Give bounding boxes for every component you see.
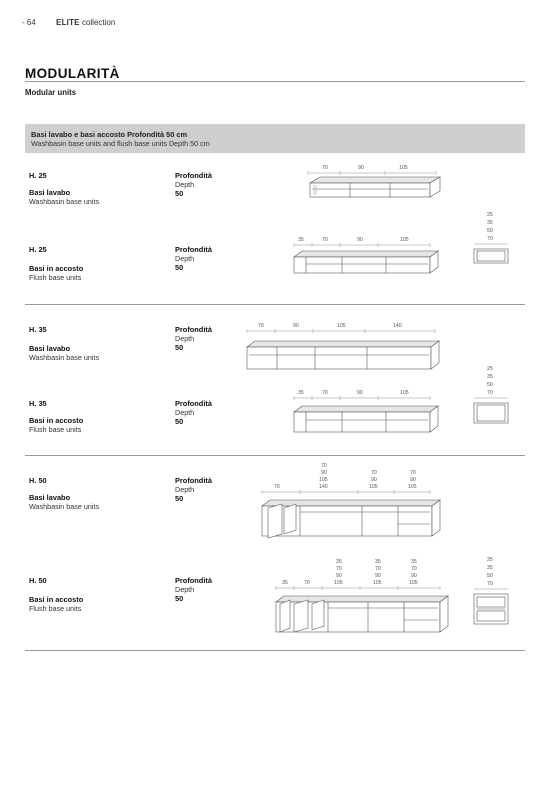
- unit-name-it: Basi in accosto: [29, 595, 84, 604]
- side-size-label: 25: [487, 366, 493, 372]
- depth-info: [175, 576, 212, 603]
- stack-label: 70: [321, 463, 327, 469]
- side-unit-drawing: [472, 557, 512, 630]
- unit-name-en: Washbasin base units: [29, 502, 100, 511]
- depth-value: 50: [175, 494, 184, 503]
- section-divider: [25, 304, 525, 305]
- stack-label: 90: [410, 477, 416, 483]
- stack-label: 70: [336, 566, 342, 572]
- unit-name-en: Flush base units: [29, 273, 82, 282]
- side-size-label: 25: [487, 212, 493, 218]
- depth-label-en: Depth: [175, 408, 195, 417]
- depth-value: 50: [175, 594, 184, 603]
- stack-label: 105: [319, 477, 328, 483]
- row-height: H. 25: [29, 245, 47, 254]
- width-label: 70: [322, 237, 328, 243]
- washbasin-units-drawing: [300, 165, 450, 210]
- section-divider: [25, 650, 525, 651]
- side-size-label: 70: [487, 236, 493, 242]
- side-unit-drawing: [472, 212, 512, 277]
- row-height: H. 35: [29, 325, 47, 334]
- width-label: 90: [357, 390, 363, 396]
- section-band: [25, 124, 525, 153]
- unit-name-it: Basi in accosto: [29, 416, 84, 425]
- side-size-label: 35: [487, 220, 493, 226]
- side-size-label: 25: [487, 557, 493, 563]
- band-title-it: Basi lavabo e basi accosto Profondità 50 cm: [31, 130, 188, 139]
- unit-name-it: Basi in accosto: [29, 264, 84, 273]
- width-label: 35: [282, 580, 288, 586]
- row-height: H. 35: [29, 399, 47, 408]
- stack-label: 105: [409, 580, 418, 586]
- stack-label: 90: [336, 573, 342, 579]
- depth-label-it: Profondità: [175, 576, 212, 585]
- unit-name-en: Flush base units: [29, 425, 82, 434]
- title-divider: [25, 81, 525, 82]
- depth-value: 50: [175, 417, 184, 426]
- depth-value: 50: [175, 189, 184, 198]
- depth-label-en: Depth: [175, 180, 195, 189]
- unit-name-en: Washbasin base units: [29, 353, 100, 362]
- band-title-en: Washbasin base units and flush base units Depth 50 cm: [31, 139, 210, 148]
- stack-label: 90: [371, 477, 377, 483]
- depth-label-it: Profondità: [175, 399, 212, 408]
- page-header: [22, 18, 115, 27]
- unit-name-en: Washbasin base units: [29, 197, 100, 206]
- flush-units-drawing: [290, 390, 450, 440]
- stack-label: 35: [336, 559, 342, 565]
- stack-label: 105: [334, 580, 343, 586]
- stack-label: 140: [319, 484, 328, 490]
- page-number: - 64: [22, 18, 36, 27]
- depth-value: 50: [175, 263, 184, 272]
- side-size-label: 35: [487, 374, 493, 380]
- width-label: 70: [322, 165, 328, 171]
- stack-label: 90: [411, 573, 417, 579]
- depth-info: [175, 245, 212, 272]
- width-label: 105: [400, 237, 409, 243]
- unit-name-en: Flush base units: [29, 604, 82, 613]
- washbasin-units-drawing: [245, 323, 445, 373]
- width-label: 105: [400, 390, 409, 396]
- side-size-label: 70: [487, 390, 493, 396]
- depth-label-en: Depth: [175, 334, 195, 343]
- depth-value: 50: [175, 343, 184, 352]
- stack-label: 105: [369, 484, 378, 490]
- collection-label: collection: [81, 18, 116, 27]
- row-height: H. 50: [29, 576, 47, 585]
- flush-units-drawing: [272, 556, 452, 636]
- stack-label: 35: [411, 559, 417, 565]
- side-unit-drawing: [472, 366, 512, 431]
- row-height: H. 25: [29, 171, 47, 180]
- washbasin-units-drawing: [258, 463, 448, 543]
- width-label: 105: [399, 165, 408, 171]
- width-label: 105: [337, 323, 346, 329]
- side-size-label: 50: [487, 228, 493, 234]
- depth-label-it: Profondità: [175, 325, 212, 334]
- stack-label: 70: [371, 470, 377, 476]
- width-label: 35: [298, 390, 304, 396]
- depth-label-it: Profondità: [175, 171, 212, 180]
- width-label: 70: [304, 580, 310, 586]
- stack-label: 70: [411, 566, 417, 572]
- page-subtitle: Modular units: [25, 88, 77, 97]
- depth-label-en: Depth: [175, 485, 195, 494]
- side-size-label: 70: [487, 581, 493, 587]
- unit-name-it: Basi lavabo: [29, 188, 71, 197]
- unit-name-it: Basi lavabo: [29, 493, 71, 502]
- section-divider: [25, 455, 525, 456]
- stack-label: 105: [408, 484, 417, 490]
- unit-name-it: Basi lavabo: [29, 344, 71, 353]
- depth-info: [175, 325, 212, 352]
- width-label: 70: [322, 390, 328, 396]
- depth-info: [175, 399, 212, 426]
- depth-info: [175, 476, 212, 503]
- row-height: H. 50: [29, 476, 47, 485]
- depth-label-en: Depth: [175, 585, 195, 594]
- flush-units-drawing: [290, 237, 450, 282]
- depth-label-it: Profondità: [175, 245, 212, 254]
- width-label: 70: [258, 323, 264, 329]
- side-size-label: 35: [487, 565, 493, 571]
- width-label: 90: [293, 323, 299, 329]
- width-label: 70: [274, 484, 280, 490]
- width-label: 90: [357, 237, 363, 243]
- page-title: MODULARITÀ: [25, 66, 120, 81]
- stack-label: 90: [375, 573, 381, 579]
- depth-info: [175, 171, 212, 198]
- stack-label: 70: [375, 566, 381, 572]
- side-size-label: 50: [487, 573, 493, 579]
- width-label: 35: [298, 237, 304, 243]
- stack-label: 35: [375, 559, 381, 565]
- side-size-label: 50: [487, 382, 493, 388]
- depth-label-en: Depth: [175, 254, 195, 263]
- stack-label: 70: [410, 470, 416, 476]
- depth-label-it: Profondità: [175, 476, 212, 485]
- width-label: 140: [393, 323, 402, 329]
- stack-label: 90: [321, 470, 327, 476]
- brand-name: ELITE: [56, 18, 80, 27]
- stack-label: 105: [373, 580, 382, 586]
- width-label: 90: [358, 165, 364, 171]
